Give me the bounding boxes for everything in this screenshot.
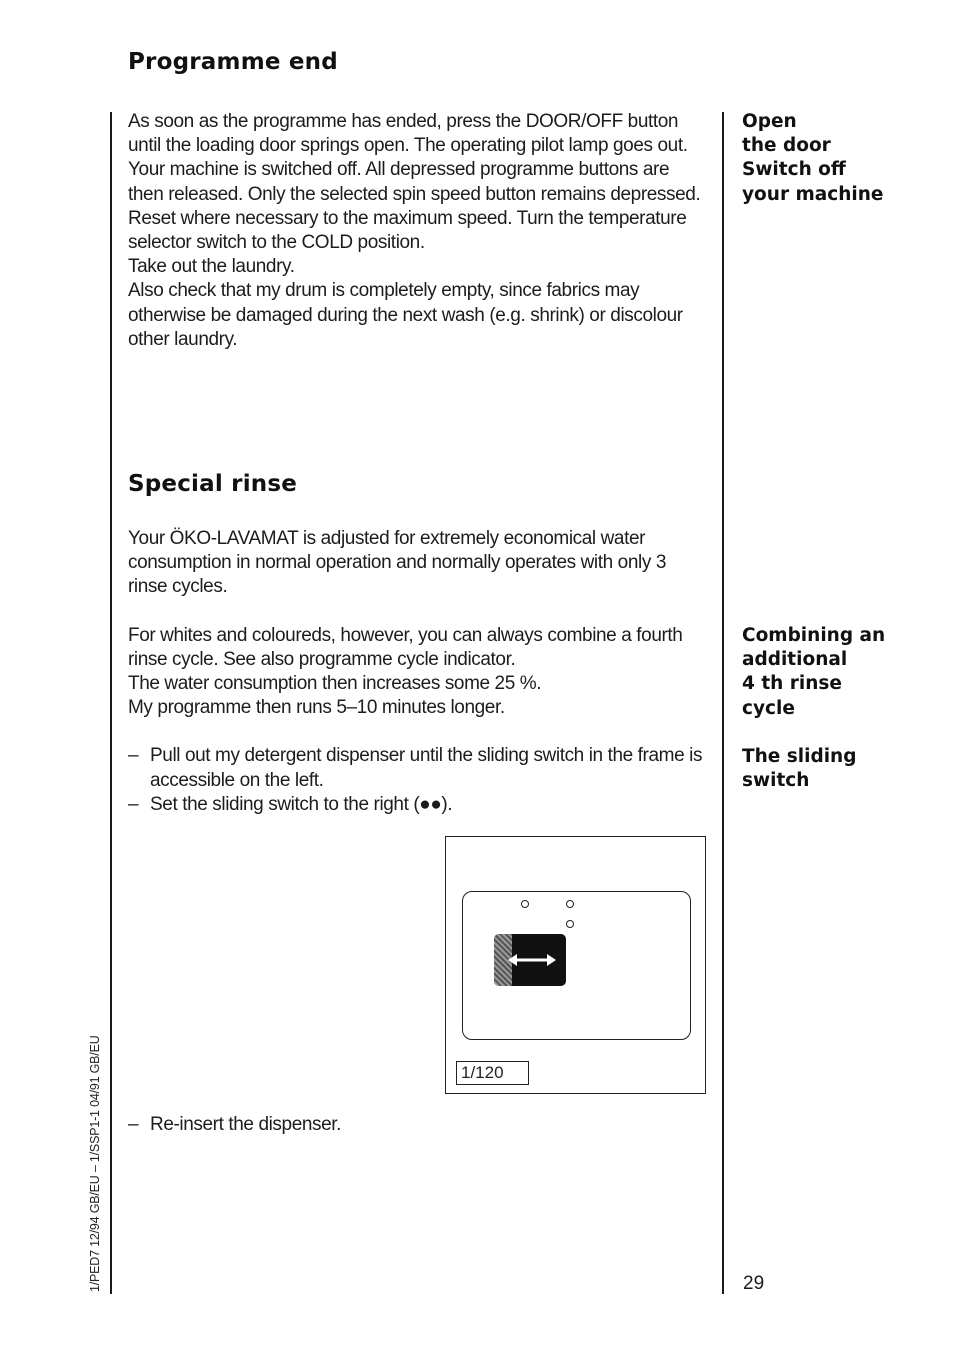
dispenser-figure — [445, 836, 706, 1094]
instruction-step — [128, 744, 706, 792]
sliding-switch — [494, 934, 566, 986]
special-rinse-heading: Special rinse — [128, 471, 298, 497]
special-rinse-paragraph: Your ÖKO-LAVAMAT is adjusted for extremely economical water consumption in normal operation and normally operates with only 3 rinse cycles. — [128, 528, 666, 598]
margin-note-line: Switch off — [742, 159, 846, 181]
special-rinse-line: The water consumption then increases some 25 %. — [128, 673, 542, 695]
special-rinse-line: My programme then runs 5–10 minutes longer. — [128, 697, 505, 719]
special-rinse-text — [128, 527, 706, 817]
step-text: Set the sliding switch to the right (●●). — [150, 793, 453, 815]
final-step — [128, 1113, 706, 1137]
step-text: Re-insert the dispenser. — [150, 1114, 342, 1135]
margin-note-line: additional — [742, 649, 848, 671]
margin-note-line: The sliding — [742, 746, 857, 767]
indicator-dot-icon — [566, 900, 574, 908]
left-margin-rule — [110, 112, 112, 1294]
margin-note-combining — [742, 624, 942, 721]
margin-note-line: Open — [742, 111, 797, 132]
step-dash: – — [128, 1114, 139, 1135]
margin-note-line: switch — [742, 770, 810, 792]
figure-label: 1/120 — [456, 1061, 529, 1085]
programme-end-paragraph: Take out the laundry. — [128, 256, 295, 278]
margin-note-sliding-switch — [742, 745, 942, 793]
step-text: Pull out my detergent dispenser until the sliding switch in the frame is accessible on the left. — [150, 745, 703, 791]
margin-note-line: Combining an — [742, 625, 886, 646]
indicator-dot-icon — [521, 900, 529, 908]
step-dash: – — [128, 793, 139, 815]
margin-note-open-door — [742, 110, 942, 207]
indicator-dot-icon — [566, 920, 574, 928]
special-rinse-line: For whites and coloureds, however, you can always combine a fourth rinse cycle. See also programme cycle indicator. — [128, 624, 683, 670]
step-dash: – — [128, 745, 139, 767]
programme-end-heading: Programme end — [128, 49, 338, 75]
double-arrow-icon — [494, 934, 566, 986]
programme-end-paragraph: As soon as the programme has ended, press the DOOR/OFF button until the loading door springs open. The operating pilot lamp goes out. Your machine is switched off. All depressed programme buttons are then released. Only the selected spin speed button remains depressed. Reset where necessary to the maximum speed. Turn the temperature selector switch to the COLD position. — [128, 111, 701, 254]
page-number: 29 — [743, 1273, 765, 1294]
instruction-step — [128, 1113, 706, 1137]
margin-note-line: your machine — [742, 183, 884, 205]
programme-end-text — [128, 110, 706, 352]
margin-note-line: the door — [742, 135, 831, 157]
margin-note-line: cycle — [742, 697, 795, 719]
instruction-step — [128, 793, 706, 817]
programme-end-paragraph: Also check that my drum is completely empty, since fabrics may otherwise be damaged during the next wash (e.g. shrink) or discolour other laundry. — [128, 280, 683, 350]
margin-note-line: 4 th rinse — [742, 673, 842, 695]
right-margin-rule — [722, 112, 724, 1294]
document-code: 1/PED7 12/94 GB/EU – 1/SSP1-1 04/91 GB/EU — [88, 1035, 102, 1292]
